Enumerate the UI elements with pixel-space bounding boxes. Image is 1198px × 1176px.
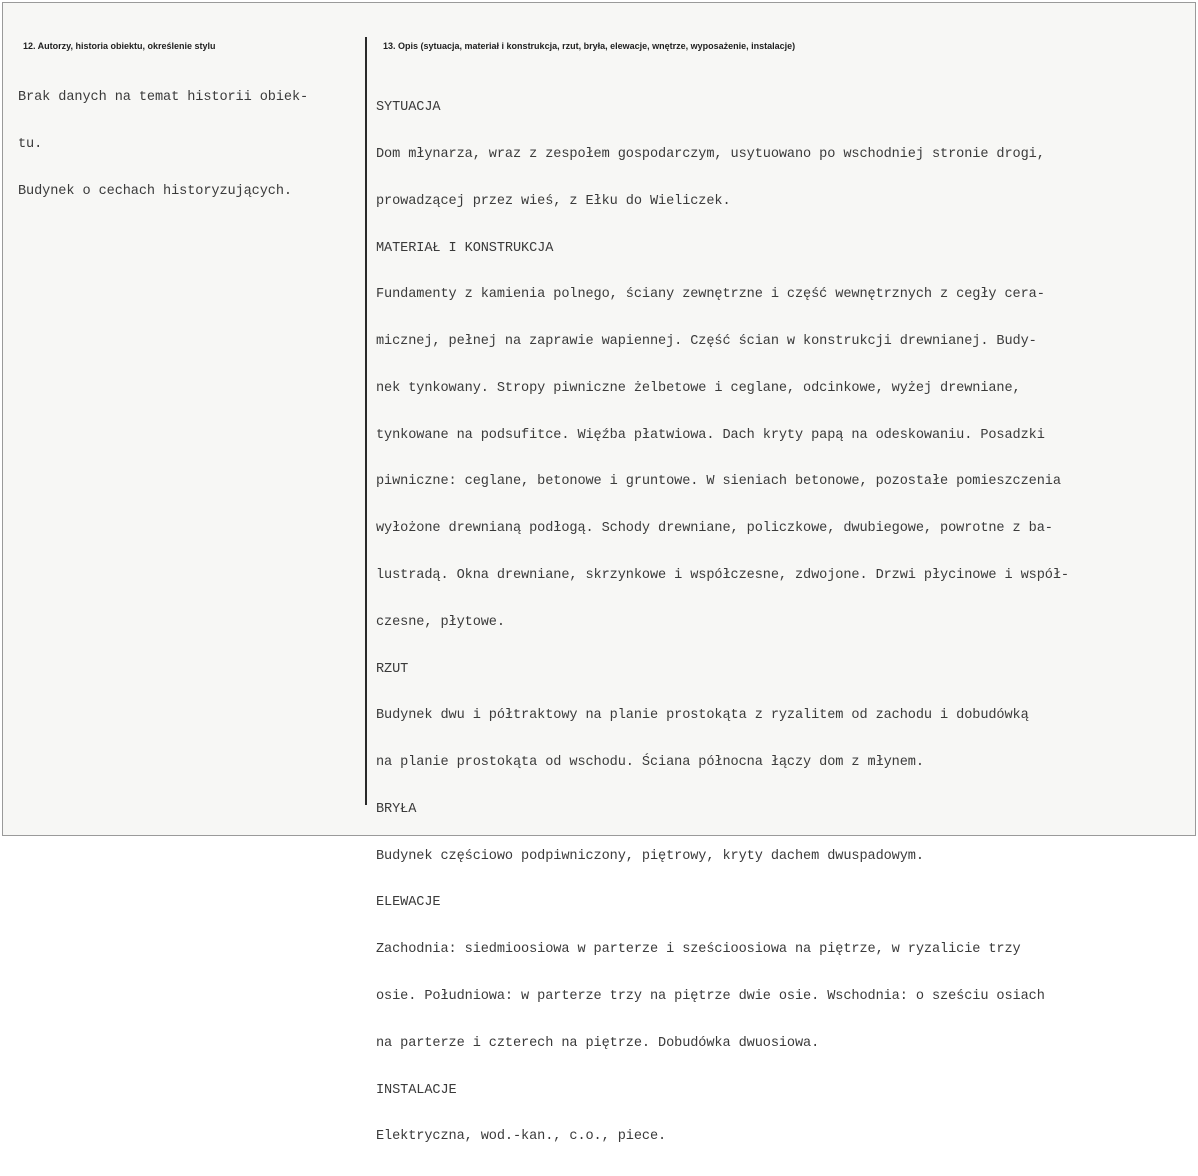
- field-13-header: 13. Opis (sytuacja, materiał i konstrukcja, rzut, bryła, elewacje, wnętrze, wyposażenie, instalacje): [383, 41, 796, 51]
- text-line: na planie prostokąta od wschodu. Ściana północna łączy dom z młynem.: [376, 755, 924, 771]
- section-heading: ELEWACJE: [376, 895, 441, 911]
- section-heading: SYTUACJA: [376, 100, 441, 116]
- text-line: Budynek dwu i półtraktowy na planie prostokąta z ryzalitem od zachodu i dobudówką: [376, 708, 1029, 724]
- text-line: piwniczne: ceglane, betonowe i gruntowe. W sieniach betonowe, pozostałe pomieszczenia: [376, 474, 1061, 490]
- archive-card: [2, 2, 1196, 1145]
- text-line: Zachodnia: siedmioosiowa w parterze i sześcioosiowa na piętrze, w ryzalicie trzy: [376, 942, 1021, 958]
- text-line: tu.: [18, 136, 43, 152]
- text-line: Budynek częściowo podpiwniczony, piętrowy, kryty dachem dwuspadowym.: [376, 848, 924, 864]
- text-line: Fundamenty z kamienia polnego, ściany zewnętrzne i część wewnętrznych z cegły cera-: [376, 287, 1045, 303]
- section-heading: BRYŁA: [376, 801, 417, 817]
- text-line: na parterze i czterech na piętrze. Dobudówka dwuosiowa.: [376, 1035, 820, 1051]
- text-line: Brak danych na temat historii obiek-: [18, 90, 309, 106]
- text-line: micznej, pełnej na zaprawie wapiennej. Część ścian w konstrukcji drewnianej. Budy-: [376, 334, 1037, 350]
- description-text: [376, 69, 1069, 1176]
- field-12-header: 12. Autorzy, historia obiektu, określenie stylu: [23, 41, 216, 51]
- section-heading: MATERIAŁ I KONSTRUKCJA: [376, 240, 554, 256]
- text-line: lustradą. Okna drewniane, skrzynkowe i współczesne, zdwojone. Drzwi płycinowe i współ-: [376, 568, 1069, 583]
- text-line: wyłożone drewnianą podłogą. Schody drewniane, policzkowe, dwubiegowe, powrotne z ba-: [376, 521, 1053, 537]
- text-line: tynkowane na podsufitce. Więźba płatwiowa. Dach kryty papą na odeskowaniu. Posadzki: [376, 427, 1045, 443]
- text-line: nek tynkowany. Stropy piwniczne żelbetowe i ceglane, odcinkowe, wyżej drewniane,: [376, 380, 1021, 396]
- text-line: Budynek o cechach historyzujących.: [18, 183, 292, 199]
- history-text: [18, 59, 308, 231]
- text-line: Elektryczna, wod.-kan., c.o., piece.: [376, 1129, 667, 1145]
- text-line: prowadzącej przez wieś, z Ełku do Wieliczek.: [376, 193, 731, 209]
- section-heading: RZUT: [376, 661, 409, 677]
- text-line: czesne, płytowe.: [376, 614, 505, 630]
- text-line: Dom młynarza, wraz z zespołem gospodarczym, usytuowano po wschodniej stronie drogi,: [376, 146, 1045, 162]
- section-heading: INSTALACJE: [376, 1082, 457, 1098]
- column-divider: [365, 37, 367, 805]
- text-line: osie. Południowa: w parterze trzy na piętrze dwie osie. Wschodnia: o sześciu osiach: [376, 989, 1045, 1005]
